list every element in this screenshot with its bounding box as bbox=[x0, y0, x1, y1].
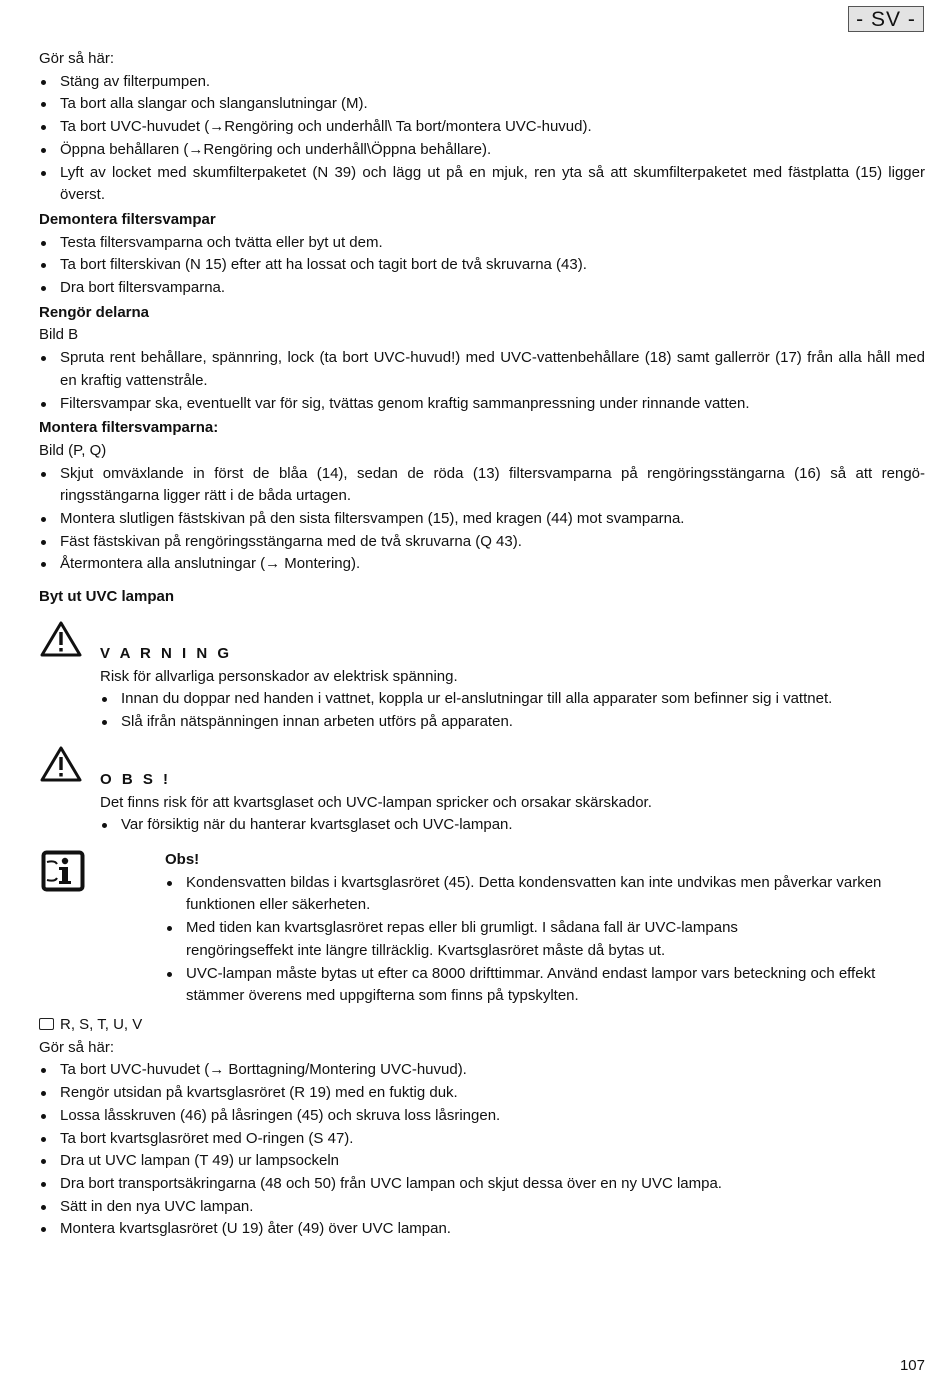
list-item: Testa filtersvamparna och tvätta eller byt ut dem. bbox=[39, 232, 925, 255]
caution-text: Det finns risk för att kvartsglaset och UVC-lampan spricker och orsakar skärskador. bbox=[100, 793, 652, 811]
figure-reference: Bild (P, Q) bbox=[39, 441, 107, 459]
steps-label: Gör så här: bbox=[39, 1038, 115, 1056]
picture-icon bbox=[39, 1018, 54, 1030]
language-tag: - SV - bbox=[848, 6, 924, 32]
list-item: Skjut omväxlande in först de blåa (14), sedan de röda (13) filtersvamparna på rengöringsstängarna (16) så att rengö-ringsstängarna ligger rätt i de båda urtagen. bbox=[39, 463, 925, 508]
caution-list bbox=[100, 814, 925, 837]
list-item: Montera kvartsglasröret (U 19) åter (49) över UVC lampan. bbox=[39, 1218, 925, 1241]
list-item: UVC-lampan måste bytas ut efter ca 8000 drifttimmar. Använd endast lampor vars beteckning och effekt stämmer överens med uppgifterna som finns på typskylten. bbox=[165, 963, 925, 1008]
list-item: Öppna behållaren (→Rengöring och underhåll\Öppna behållare). bbox=[39, 139, 925, 162]
mount-list bbox=[39, 463, 925, 577]
intro-list bbox=[39, 71, 925, 207]
list-item: Dra bort filtersvamparna. bbox=[39, 277, 925, 300]
list-item: Lyft av locket med skumfilterpaketet (N 39) och lägg ut på en mjuk, ren yta så att skumfilterpaketet med fästplatta (15) ligger överst. bbox=[39, 162, 925, 207]
warning-block bbox=[100, 643, 925, 734]
list-item: Slå ifrån nätspänningen innan arbeten utförs på apparaten. bbox=[100, 711, 925, 734]
list-item: Ta bort UVC-huvudet (→ Borttagning/Montering UVC-huvud). bbox=[39, 1059, 925, 1082]
note-list bbox=[165, 872, 925, 1008]
note-title: Obs! bbox=[165, 851, 200, 868]
list-item: Fäst fästskivan på rengöringsstängarna med de två skruvarna (Q 43). bbox=[39, 531, 925, 554]
list-item: Ta bort kvartsglasröret med O-ringen (S 47). bbox=[39, 1128, 925, 1151]
list-item: Ta bort UVC-huvudet (→Rengöring och underhåll\ Ta bort/montera UVC-huvud). bbox=[39, 116, 925, 139]
list-item: Filtersvampar ska, eventuellt var för sig, tvättas genom kraftig sammanpressning under rinnande vatten. bbox=[39, 393, 925, 416]
warning-text: Risk för allvarliga personskador av elektrisk spänning. bbox=[100, 667, 458, 685]
caution-block bbox=[100, 769, 925, 837]
list-item: Ta bort filterskivan (N 15) efter att ha lossat och tagit bort de två skruvarna (43). bbox=[39, 254, 925, 277]
steps-list bbox=[39, 1059, 925, 1241]
section-heading-dismount: Demontera filtersvampar bbox=[39, 210, 216, 228]
clean-list bbox=[39, 347, 925, 415]
figure-reference: R, S, T, U, V bbox=[60, 1016, 143, 1033]
figure-reference: Bild B bbox=[39, 326, 79, 344]
list-item: Spruta rent behållare, spännring, lock (ta bort UVC-huvud!) med UVC-vattenbehållare (18) samt gallerrör (17) från alla håll med en kraftig vattenstråle. bbox=[39, 347, 925, 392]
page-number: 107 bbox=[899, 1357, 925, 1374]
list-item: Innan du doppar ned handen i vattnet, koppla ur el-anslutningar till alla apparater som befinner sig i vattnet. bbox=[100, 688, 925, 711]
warning-title: V A R N I N G bbox=[100, 645, 233, 662]
list-item: Med tiden kan kvartsglasröret repas eller bli grumligt. I sådana fall är UVC-lampans rengöringseffekt inte längre tillräcklig. Kvartsglasröret måste då bytas ut. bbox=[165, 917, 925, 962]
instructions-top bbox=[39, 48, 925, 609]
list-item: Sätt in den nya UVC lampan. bbox=[39, 1196, 925, 1219]
intro-label: Gör så här: bbox=[39, 50, 115, 67]
list-item: Ta bort alla slangar och slanganslutningar (M). bbox=[39, 93, 925, 116]
section-heading-mount: Montera filtersvamparna: bbox=[39, 419, 219, 437]
info-icon bbox=[41, 850, 85, 892]
dismount-list bbox=[39, 232, 925, 300]
list-item: Rengör utsidan på kvartsglasröret (R 19) med en fuktig duk. bbox=[39, 1082, 925, 1105]
caution-title: O B S ! bbox=[100, 771, 172, 788]
note-block bbox=[165, 849, 925, 1008]
list-item: Kondensvatten bildas i kvartsglasröret (45). Detta kondensvatten kan inte undvikas men påverkar varken funktionen eller säkerheten. bbox=[165, 872, 925, 917]
warning-triangle-icon bbox=[39, 620, 83, 658]
list-item: Återmontera alla anslutningar (→ Montering). bbox=[39, 553, 925, 576]
list-item: Stäng av filterpumpen. bbox=[39, 71, 925, 94]
list-item: Lossa låsskruven (46) på låsringen (45) och skruva loss låsringen. bbox=[39, 1105, 925, 1128]
section-heading-clean: Rengör delarna bbox=[39, 303, 150, 321]
list-item: Var försiktig när du hanterar kvartsglaset och UVC-lampan. bbox=[100, 814, 925, 837]
warning-list bbox=[100, 688, 925, 733]
steps-block bbox=[39, 1014, 925, 1241]
figure-reference-row bbox=[39, 1014, 925, 1037]
list-item: Dra bort transportsäkringarna (48 och 50) från UVC lampan och skjut dessa över en ny UVC lampa. bbox=[39, 1173, 925, 1196]
list-item: Dra ut UVC lampan (T 49) ur lampsockeln bbox=[39, 1150, 925, 1173]
warning-triangle-icon bbox=[39, 745, 83, 783]
list-item: Montera slutligen fästskivan på den sista filtersvampen (15), med kragen (44) mot svamparna. bbox=[39, 508, 925, 531]
section-heading-replace: Byt ut UVC lampan bbox=[39, 588, 175, 606]
